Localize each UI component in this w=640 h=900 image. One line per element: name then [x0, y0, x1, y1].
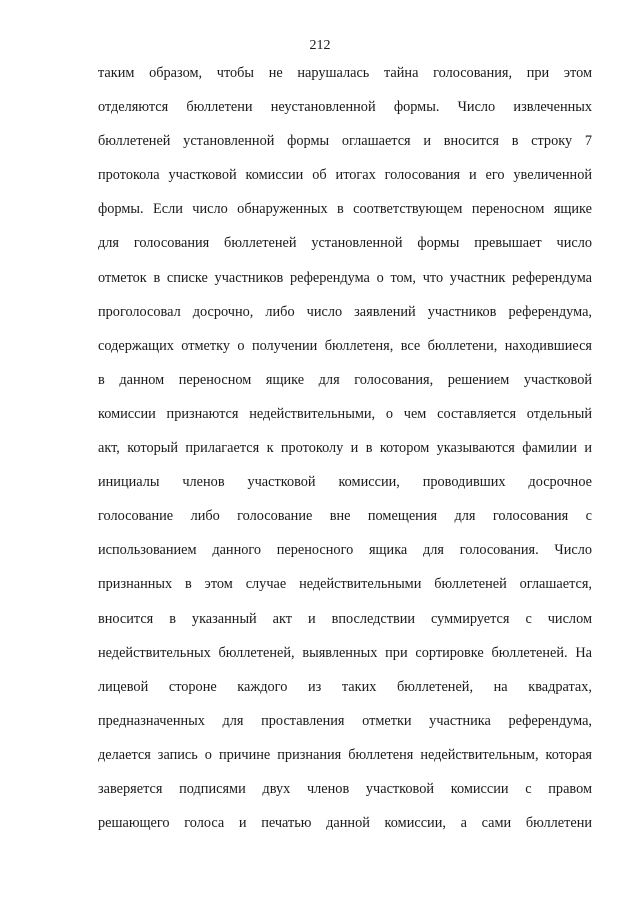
text-line-22: заверяется подписями двух членов участковой комиссии с правом — [98, 780, 592, 797]
text-line-21: делается запись о причине признания бюллетеня недействительным, которая — [98, 746, 592, 763]
body-text — [98, 62, 592, 846]
text-line-9: содержащих отметку о получении бюллетеня, все бюллетени, находившиеся — [98, 337, 592, 354]
text-line-3: бюллетеней установленной формы оглашается и вносится в строку 7 — [98, 133, 592, 150]
text-line-4: протокола участковой комиссии об итогах голосования и его увеличенной — [98, 167, 592, 184]
page-number: 212 — [309, 38, 331, 53]
text-line-7: отметок в списке участников референдума о том, что участник референдума — [98, 269, 592, 286]
text-line-6: для голосования бюллетеней установленной формы превышает число — [98, 235, 592, 252]
text-line-23: решающего голоса и печатью данной комиссии, а сами бюллетени — [98, 815, 592, 832]
text-line-19: лицевой стороне каждого из таких бюллетеней, на квадратах, — [98, 678, 592, 695]
text-line-15: использованием данного переносного ящика для голосования. Число — [98, 542, 592, 559]
text-line-13: инициалы членов участковой комиссии, проводивших досрочное — [98, 474, 592, 491]
text-line-1: таким образом, чтобы не нарушалась тайна голосования, при этом — [98, 65, 592, 81]
text-line-8: проголосовал досрочно, либо число заявлений участников референдума, — [98, 303, 592, 320]
text-line-2: отделяются бюллетени неустановленной формы. Число извлеченных — [98, 99, 592, 116]
text-line-16: признанных в этом случае недействительными бюллетеней оглашается, — [98, 576, 592, 593]
text-line-14: голосование либо голосование вне помещения для голосования с — [98, 508, 592, 525]
text-line-20: предназначенных для проставления отметки участника референдума, — [98, 712, 592, 729]
text-line-11: комиссии признаются недействительными, о чем составляется отдельный — [98, 405, 592, 422]
text-line-18: недействительных бюллетеней, выявленных при сортировке бюллетеней. На — [98, 644, 592, 661]
text-line-12: акт, который прилагается к протоколу и в котором указываются фамилии и — [98, 440, 592, 457]
text-line-17: вносится в указанный акт и впоследствии суммируется с числом — [98, 610, 592, 627]
text-line-5: формы. Если число обнаруженных в соответствующем переносном ящике — [98, 201, 592, 218]
text-line-10: в данном переносном ящике для голосования, решением участковой — [98, 371, 592, 388]
